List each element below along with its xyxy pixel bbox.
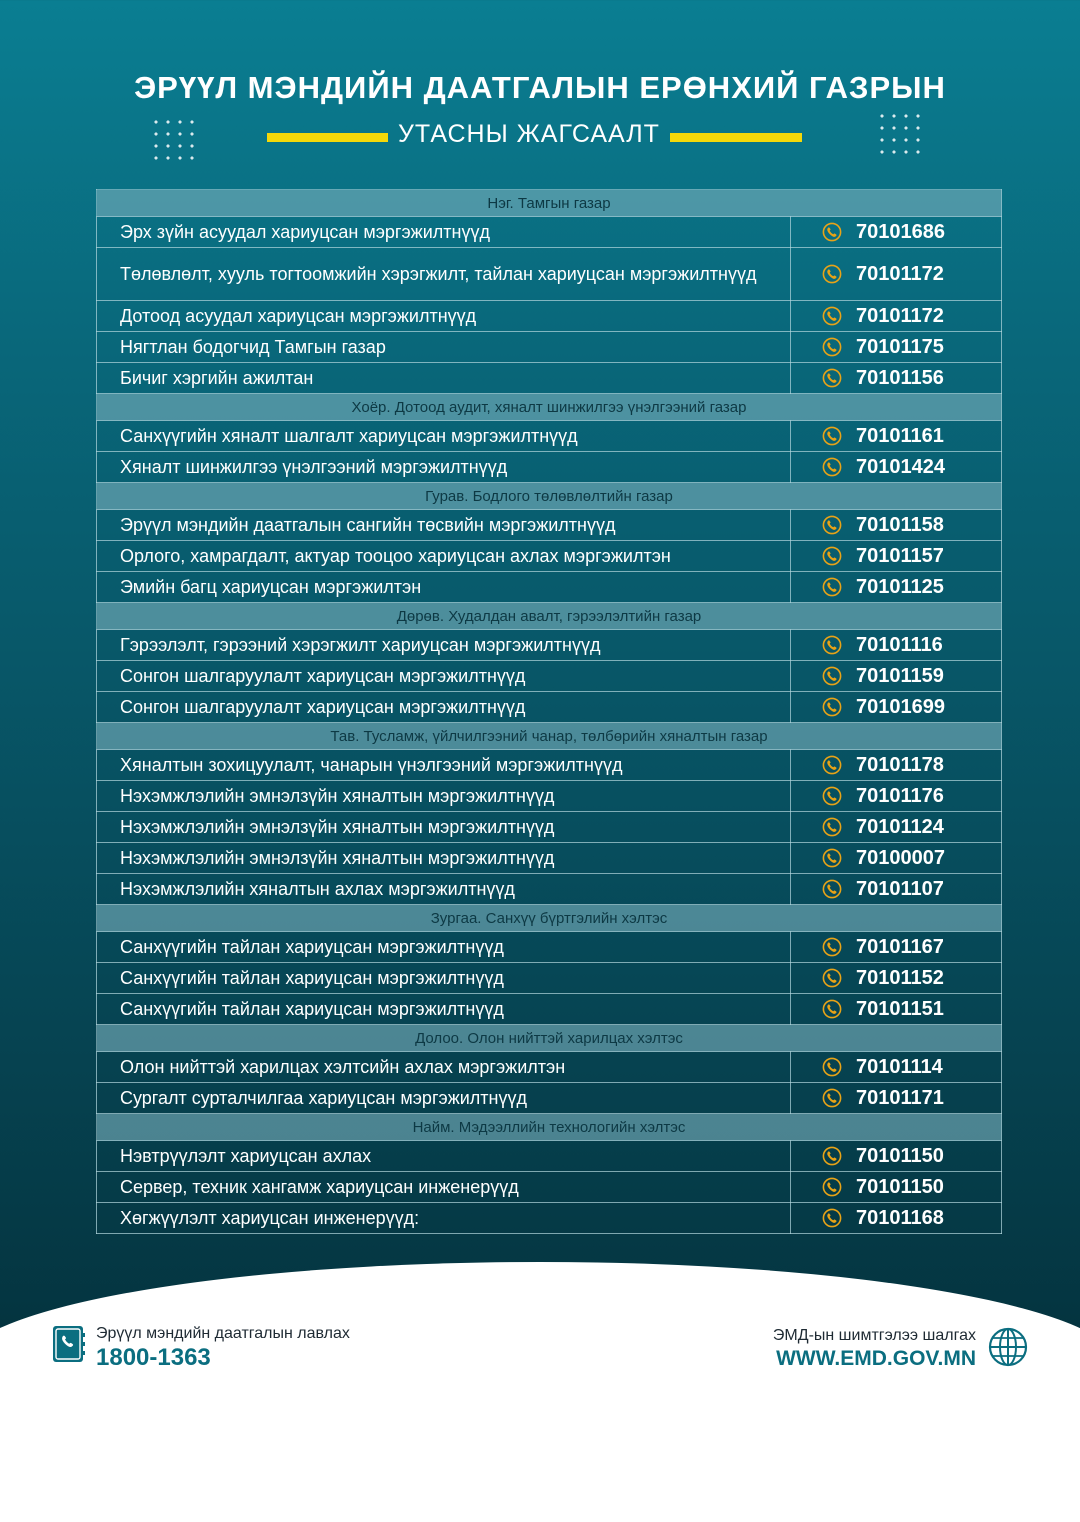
phone-icon [822, 697, 842, 717]
phone-cell[interactable] [791, 1203, 1002, 1234]
department-header-row [97, 905, 1002, 932]
table-row [97, 541, 1002, 572]
phone-icon [822, 222, 842, 242]
table-row [97, 692, 1002, 723]
phone-cell[interactable] [791, 812, 1002, 843]
phone-icon [822, 848, 842, 868]
role-cell: Эрх зүйн асуудал хариуцсан мэргэжилтнүүд [97, 217, 791, 248]
phone-icon [822, 1146, 842, 1166]
phone-number: 70101175 [856, 335, 944, 358]
role-cell: Санхүүгийн тайлан хариуцсан мэргэжилтнүүд [97, 932, 791, 963]
phone-number: 70101176 [856, 784, 944, 807]
department-header-row [97, 483, 1002, 510]
phone-number: 70101178 [856, 753, 944, 776]
phone-icon [822, 457, 842, 477]
role-cell: Сонгон шалгаруулалт хариуцсан мэргэжилтнүүд [97, 661, 791, 692]
phone-number: 70101172 [856, 262, 944, 285]
role-cell: Төлөвлөлт, хууль тогтоомжийн хэрэгжилт, тайлан хариуцсан мэргэжилтнүүд [97, 248, 791, 301]
phone-cell[interactable] [791, 692, 1002, 723]
role-cell: Хяналтын зохицуулалт, чанарын үнэлгээний мэргэжилтнүүд [97, 750, 791, 781]
role-cell: Сервер, техник хангамж хариуцсан инженерүүд [97, 1172, 791, 1203]
phone-cell[interactable] [791, 661, 1002, 692]
role-cell: Бичиг хэргийн ажилтан [97, 363, 791, 394]
phone-icon [822, 879, 842, 899]
phone-icon [822, 786, 842, 806]
phone-number: 70101424 [856, 455, 945, 478]
yellow-bar-left [267, 133, 388, 142]
phone-number: 70101125 [856, 575, 944, 598]
role-cell: Санхүүгийн тайлан хариуцсан мэргэжилтнүүд [97, 963, 791, 994]
footer-website[interactable] [728, 1327, 1028, 1371]
role-cell: Нэхэмжлэлийн хяналтын ахлах мэргэжилтнүүд [97, 874, 791, 905]
role-cell: Нэхэмжлэлийн эмнэлзүйн хяналтын мэргэжилтнүүд [97, 812, 791, 843]
phone-cell[interactable] [791, 932, 1002, 963]
table-row [97, 661, 1002, 692]
department-header-row [97, 1025, 1002, 1052]
table-row [97, 1083, 1002, 1114]
phone-cell[interactable] [791, 363, 1002, 394]
table-row [97, 217, 1002, 248]
phone-icon [822, 515, 842, 535]
department-header-row [97, 603, 1002, 630]
phone-number: 70100007 [856, 846, 945, 869]
role-cell: Нягтлан бодогчид Тамгын газар [97, 332, 791, 363]
table-row [97, 1052, 1002, 1083]
phone-cell[interactable] [791, 572, 1002, 603]
phone-number: 70101686 [856, 220, 945, 243]
phone-icon [822, 1088, 842, 1108]
phone-cell[interactable] [791, 1083, 1002, 1114]
phone-cell[interactable] [791, 781, 1002, 812]
website-link[interactable]: WWW.EMD.GOV.MN [776, 1347, 976, 1370]
role-cell: Хөгжүүлэлт хариуцсан инженерүүд: [97, 1203, 791, 1234]
hotline-number[interactable]: 1800-1363 [96, 1344, 211, 1371]
table-row [97, 630, 1002, 661]
phone-number: 70101150 [856, 1144, 944, 1167]
role-cell: Санхүүгийн тайлан хариуцсан мэргэжилтнүүд [97, 994, 791, 1025]
department-header-row [97, 394, 1002, 421]
table-row [97, 301, 1002, 332]
role-cell: Эрүүл мэндийн даатгалын сангийн төсвийн мэргэжилтнүүд [97, 510, 791, 541]
phone-icon [822, 426, 842, 446]
phone-cell[interactable] [791, 510, 1002, 541]
phone-icon [822, 264, 842, 284]
table-row [97, 932, 1002, 963]
phone-number: 70101150 [856, 1175, 944, 1198]
phone-number: 70101158 [856, 513, 944, 536]
phone-icon [822, 1177, 842, 1197]
department-header-row [97, 723, 1002, 750]
phone-number: 70101168 [856, 1206, 944, 1229]
table-row [97, 1203, 1002, 1234]
phone-cell[interactable] [791, 630, 1002, 661]
role-cell: Сургалт сурталчилгаа хариуцсан мэргэжилтнүүд [97, 1083, 791, 1114]
role-cell: Хяналт шинжилгээ үнэлгээний мэргэжилтнүүд [97, 452, 791, 483]
phone-number: 70101107 [856, 877, 944, 900]
phone-number: 70101124 [856, 815, 944, 838]
role-cell: Гэрээлэлт, гэрээний хэрэгжилт хариуцсан мэргэжилтнүүд [97, 630, 791, 661]
table-row [97, 750, 1002, 781]
department-title: Хоёр. Дотоод аудит, хяналт шинжилгээ үнэлгээний газар [97, 394, 1002, 421]
phone-cell[interactable] [791, 874, 1002, 905]
phone-cell[interactable] [791, 1052, 1002, 1083]
table-row [97, 812, 1002, 843]
role-cell: Эмийн багц хариуцсан мэргэжилтэн [97, 572, 791, 603]
phone-number: 70101699 [856, 695, 945, 718]
table-row [97, 1172, 1002, 1203]
department-title: Нэг. Тамгын газар [97, 190, 1002, 217]
phone-book-icon [52, 1325, 86, 1363]
phone-cell[interactable] [791, 994, 1002, 1025]
phone-cell[interactable] [791, 1141, 1002, 1172]
phone-cell[interactable] [791, 843, 1002, 874]
phone-icon [822, 755, 842, 775]
table-row [97, 248, 1002, 301]
phone-cell[interactable] [791, 332, 1002, 363]
phone-icon [822, 368, 842, 388]
phone-number: 70101161 [856, 424, 944, 447]
phone-number: 70101156 [856, 366, 944, 389]
table-row [97, 1141, 1002, 1172]
phone-icon [822, 817, 842, 837]
phone-cell[interactable] [791, 421, 1002, 452]
page-title: ЭРҮҮЛ МЭНДИЙН ДААТГАЛЫН ЕРӨНХИЙ ГАЗРЫН [134, 70, 946, 105]
role-cell: Нэвтрүүлэлт хариуцсан ахлах [97, 1141, 791, 1172]
role-cell: Олон нийттэй харилцах хэлтсийн ахлах мэргэжилтэн [97, 1052, 791, 1083]
role-cell: Дотоод асуудал хариуцсан мэргэжилтнүүд [97, 301, 791, 332]
department-title: Тав. Тусламж, үйлчилгээний чанар, төлбөрийн хяналтын газар [97, 723, 1002, 750]
phone-cell[interactable] [791, 1172, 1002, 1203]
phone-icon [822, 1057, 842, 1077]
table-row [97, 994, 1002, 1025]
phone-cell[interactable] [791, 217, 1002, 248]
department-header-row [97, 1114, 1002, 1141]
table-row [97, 421, 1002, 452]
department-title: Долоо. Олон нийттэй харилцах хэлтэс [97, 1025, 1002, 1052]
table-row [97, 781, 1002, 812]
yellow-bar-right [670, 133, 802, 142]
table-row [97, 510, 1002, 541]
phone-icon [822, 577, 842, 597]
table-row [97, 843, 1002, 874]
phone-icon [822, 337, 842, 357]
phone-number: 70101167 [856, 935, 944, 958]
department-title: Найм. Мэдээллийн технологийн хэлтэс [97, 1114, 1002, 1141]
table-row [97, 963, 1002, 994]
phone-cell[interactable] [791, 541, 1002, 572]
phone-number: 70101157 [856, 544, 944, 567]
department-header-row [97, 190, 1002, 217]
footer-background [0, 1262, 1080, 1522]
table-row [97, 363, 1002, 394]
phone-cell[interactable] [791, 248, 1002, 301]
role-cell: Орлого, хамрагдалт, актуар тооцоо хариуцсан ахлах мэргэжилтэн [97, 541, 791, 572]
page-subtitle: УТАСНЫ ЖАГСААЛТ [398, 120, 660, 148]
phone-number: 70101151 [856, 997, 944, 1020]
phone-icon [822, 666, 842, 686]
department-title: Гурав. Бодлого төлөвлөлтийн газар [97, 483, 1002, 510]
phone-directory-table [96, 189, 1002, 1234]
phone-icon [822, 1208, 842, 1228]
department-title: Дөрөв. Худалдан авалт, гэрээлэлтийн газар [97, 603, 1002, 630]
phone-number: 70101172 [856, 304, 944, 327]
role-cell: Нэхэмжлэлийн эмнэлзүйн хяналтын мэргэжилтнүүд [97, 781, 791, 812]
phone-number: 70101116 [856, 633, 943, 656]
phone-cell[interactable] [791, 452, 1002, 483]
phone-cell[interactable] [791, 750, 1002, 781]
website-label: ЭМД-ын шимтгэлээ шалгах [772, 1327, 976, 1344]
globe-icon [988, 1327, 1028, 1367]
phone-icon [822, 999, 842, 1019]
phone-icon [822, 635, 842, 655]
phone-number: 70101152 [856, 966, 944, 989]
table-row [97, 572, 1002, 603]
phone-number: 70101159 [856, 664, 944, 687]
phone-number: 70101171 [856, 1086, 944, 1109]
phone-cell[interactable] [791, 301, 1002, 332]
table-row [97, 874, 1002, 905]
role-cell: Нэхэмжлэлийн эмнэлзүйн хяналтын мэргэжилтнүүд [97, 843, 791, 874]
hotline-label: Эрүүл мэндийн даатгалын лавлах [96, 1325, 350, 1342]
phone-number: 70101114 [856, 1055, 943, 1078]
table-row [97, 452, 1002, 483]
phone-icon [822, 306, 842, 326]
role-cell: Санхүүгийн хяналт шалгалт хариуцсан мэргэжилтнүүд [97, 421, 791, 452]
subtitle-row [0, 120, 1080, 154]
phone-icon [822, 968, 842, 988]
phone-icon [822, 546, 842, 566]
department-title: Зургаа. Санхүү бүртгэлийн хэлтэс [97, 905, 1002, 932]
phone-cell[interactable] [791, 963, 1002, 994]
phone-icon [822, 937, 842, 957]
role-cell: Сонгон шалгаруулалт хариуцсан мэргэжилтнүүд [97, 692, 791, 723]
table-row [97, 332, 1002, 363]
